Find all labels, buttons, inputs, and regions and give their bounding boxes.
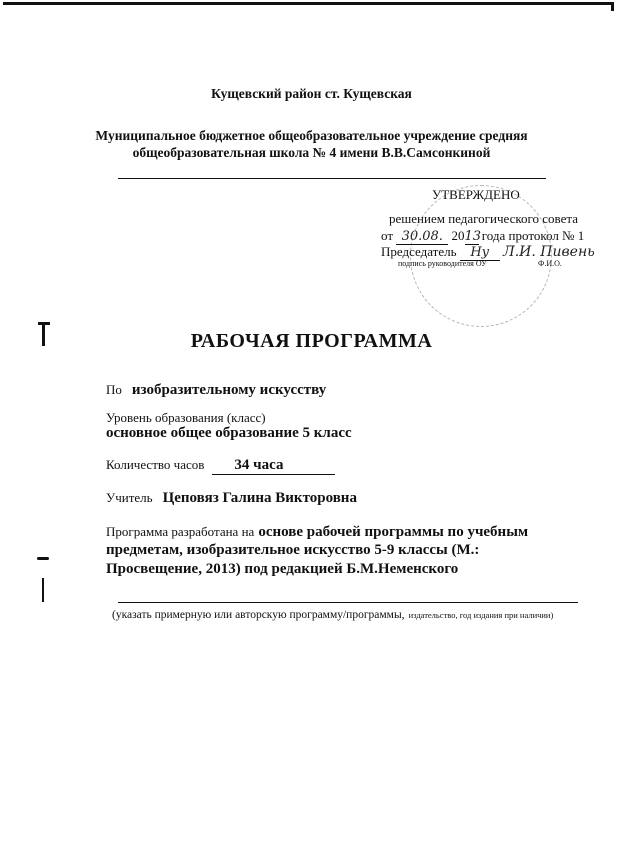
teacher-label: Учитель [106, 490, 153, 505]
level-label: Уровень образования (класс) [106, 410, 266, 425]
from-label: от [381, 228, 394, 243]
approval-date-line [381, 228, 584, 245]
program-text-1: основе рабочей программы по учебным [258, 524, 529, 540]
school-name-line-1: Муниципальное бюджетное общеобразовательное учреждение средняя [95, 128, 528, 143]
subject-label: По [106, 382, 122, 397]
subject-value: изобразительному искусству [131, 382, 327, 398]
level-value: основное общее образование 5 класс [106, 425, 352, 441]
fio-caption: Ф.И.О. [538, 259, 562, 268]
year-value: 13 [464, 229, 482, 244]
signature: Ну [460, 245, 500, 261]
approval-decision: решением педагогического совета [389, 211, 578, 226]
hours-row [106, 456, 335, 475]
chairman-name: Л.И. Пивень [503, 244, 595, 260]
subject-row [106, 381, 326, 399]
teacher-value: Цеповяз Галина Викторовна [162, 490, 357, 506]
program-text-2: предметам, изобразительное искусство 5-9 классы (М.: [106, 542, 480, 558]
hours-underline-right [283, 456, 335, 475]
scan-mark-bottom [42, 578, 44, 602]
document-title: РАБОЧАЯ ПРОГРАММА [190, 330, 433, 352]
program-line-1 [106, 523, 528, 541]
school-underline [118, 178, 546, 179]
scan-mark-middle [37, 557, 49, 560]
hours-value: 34 часа [234, 457, 284, 473]
hours-underline-left [212, 456, 234, 475]
teacher-row [106, 489, 357, 507]
program-label: Программа разработана на [106, 524, 255, 539]
district-heading: Кущевский район ст. Кущевская [211, 86, 412, 101]
date-value: 30.08. [396, 229, 448, 245]
protocol-text: года протокол № 1 [481, 228, 585, 243]
page-border-top [3, 2, 614, 11]
footnote-main: (указать примерную или авторскую программу/программы, [112, 609, 405, 621]
signature-caption: подпись руководителя ОУ [398, 259, 487, 268]
hours-label: Количество часов [106, 457, 205, 472]
footnote [112, 605, 553, 623]
program-text-3: Просвещение, 2013) под редакцией Б.М.Неменского [106, 561, 459, 577]
chairman-label: Председатель [381, 244, 457, 259]
program-underline [118, 602, 578, 603]
approved-label: УТВЕРЖДЕНО [432, 187, 520, 202]
year-prefix: 20 [451, 228, 465, 243]
school-name [0, 127, 623, 161]
school-name-line-2: общеобразовательная школа № 4 имени В.В.Самсонкиной [132, 145, 491, 160]
scan-mark-top-stem [42, 322, 45, 346]
footnote-small: издательство, год издания при наличии) [408, 610, 554, 620]
